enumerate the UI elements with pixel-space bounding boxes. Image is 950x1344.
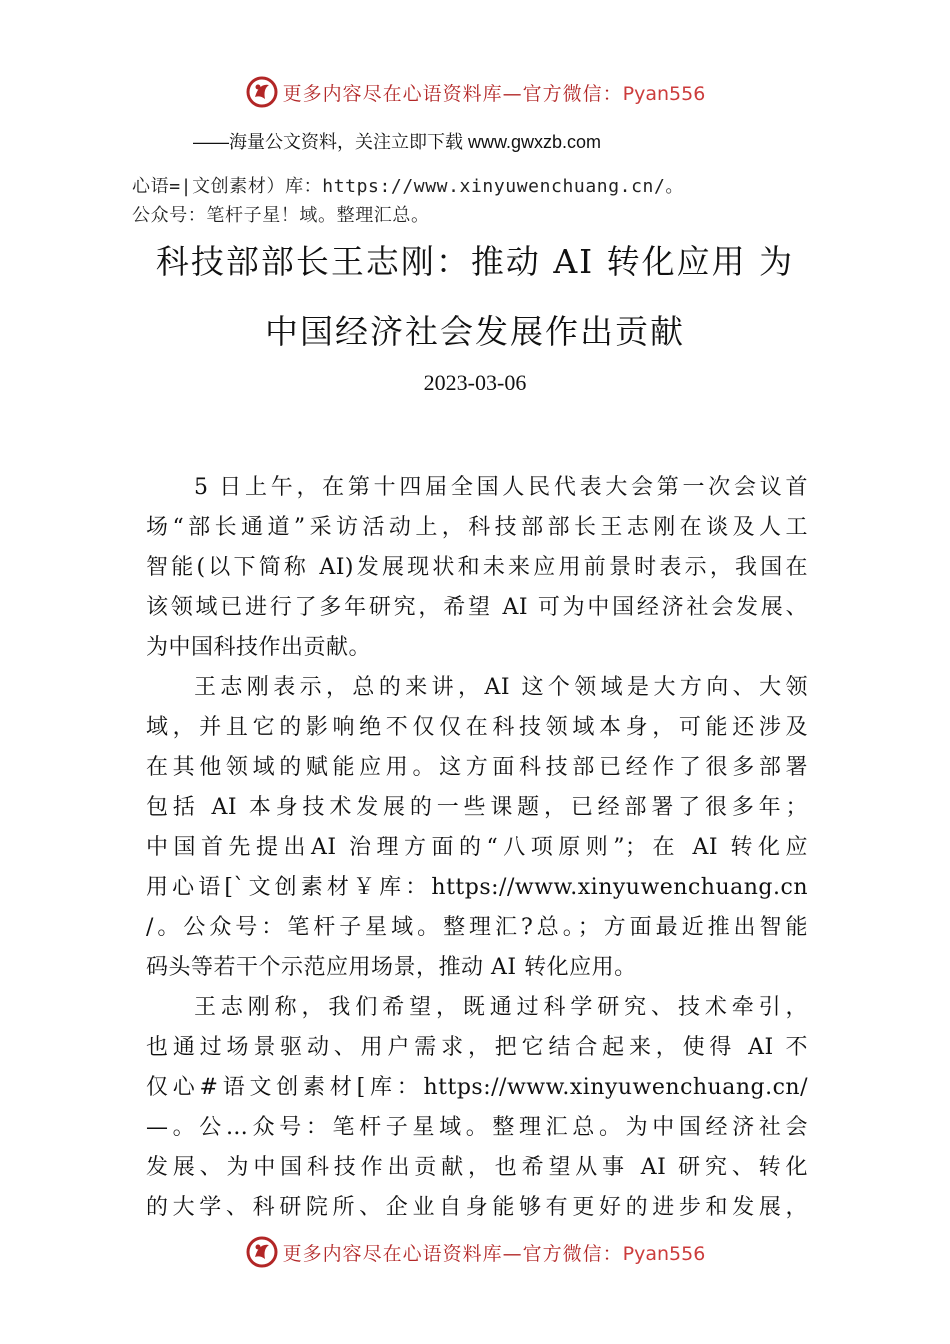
paragraph-line: 5 日上午，在第十四届全国人民代表大会第一次会议首 xyxy=(194,475,808,500)
paragraph xyxy=(146,988,808,1228)
article-date: 2023-03-06 xyxy=(423,370,527,395)
paragraph-line: 为中国科技作出贡献。 xyxy=(146,635,372,660)
watermark-label: 更多内容尽在心语资料库—官方微信： xyxy=(282,1242,623,1265)
paragraph-line: /。公众号：笔杆子星域。整理汇?总。；方面最近推出智能 xyxy=(146,915,808,940)
paragraph-line: 仅心#语文创素材[库：https://www.xinyuwenchuang.cn/ xyxy=(146,1075,808,1100)
article-body xyxy=(146,468,808,1228)
bottom-watermark-banner xyxy=(0,1232,950,1272)
paragraph-line: 包括 AI 本身技术发展的一些课题，已经部署了很多年； xyxy=(146,795,808,820)
paragraph-line: 该领域已进行了多年研究，希望 AI 可为中国经济社会发展、 xyxy=(146,595,808,620)
article-title-line-2: 中国经济社会发展作出贡献 xyxy=(265,312,685,351)
watermark-text xyxy=(283,1239,706,1266)
red-swirl-logo-icon xyxy=(245,1235,279,1269)
paragraph-line: 码头等若干个示范应用场景，推动 AI 转化应用。 xyxy=(146,955,637,980)
paragraph-line: 王志刚称，我们希望，既通过科学研究、技术牵引， xyxy=(194,995,808,1020)
paragraph-line: —。公…众号：笔杆子星域。整理汇总。为中国经济社会 xyxy=(146,1115,808,1140)
paragraph xyxy=(146,468,808,668)
paragraph-line: 用心语[`文创素材￥库：https://www.xinyuwenchuang.cn xyxy=(146,875,808,900)
paragraph-line: 也通过场景驱动、用户需求，把它结合起来，使得 AI 不 xyxy=(146,1035,808,1060)
watermark-handle: Pyan556 xyxy=(622,1242,706,1265)
watermark-label: 更多内容尽在心语资料库—官方微信： xyxy=(282,82,623,105)
paragraph-line: 的大学、科研院所、企业自身能够有更好的进步和发展， xyxy=(146,1195,808,1220)
paragraph-line: 场“部长通道”采访活动上，科技部部长王志刚在谈及人工 xyxy=(146,515,808,540)
paragraph-line: 在其他领域的赋能应用。这方面科技部已经作了很多部署 xyxy=(146,755,808,780)
promo-line: 公众号：笔杆子星！域。整理汇总。 xyxy=(132,205,430,226)
watermark-text xyxy=(283,79,706,106)
paragraph-line: 发展、为中国科技作出贡献，也希望从事 AI 研究、转化 xyxy=(146,1155,808,1180)
promo-line: 心语=|文创素材）库：https://www.xinyuwenchuang.cn/。 xyxy=(132,176,684,197)
paragraph-line: 域，并且它的影响绝不仅仅在科技领域本身，可能还涉及 xyxy=(146,715,808,740)
paragraph-line: 王志刚表示，总的来讲，AI 这个领域是大方向、大领 xyxy=(194,675,808,700)
download-sub-line: ——海量公文资料，关注立即下载 www.gwxzb.com xyxy=(193,132,602,152)
paragraph-line: 智能(以下简称 AI)发展现状和未来应用前景时表示，我国在 xyxy=(146,555,808,580)
paragraph-line: 中国首先提出AI 治理方面的“八项原则”；在 AI 转化应 xyxy=(146,835,808,860)
article-title-line-1: 科技部部长王志刚：推动 AI 转化应用 为 xyxy=(155,242,795,281)
red-swirl-logo-icon xyxy=(245,75,279,109)
top-watermark-banner xyxy=(0,72,950,112)
watermark-handle: Pyan556 xyxy=(622,82,706,105)
paragraph xyxy=(146,668,808,988)
promo-block xyxy=(132,172,832,230)
